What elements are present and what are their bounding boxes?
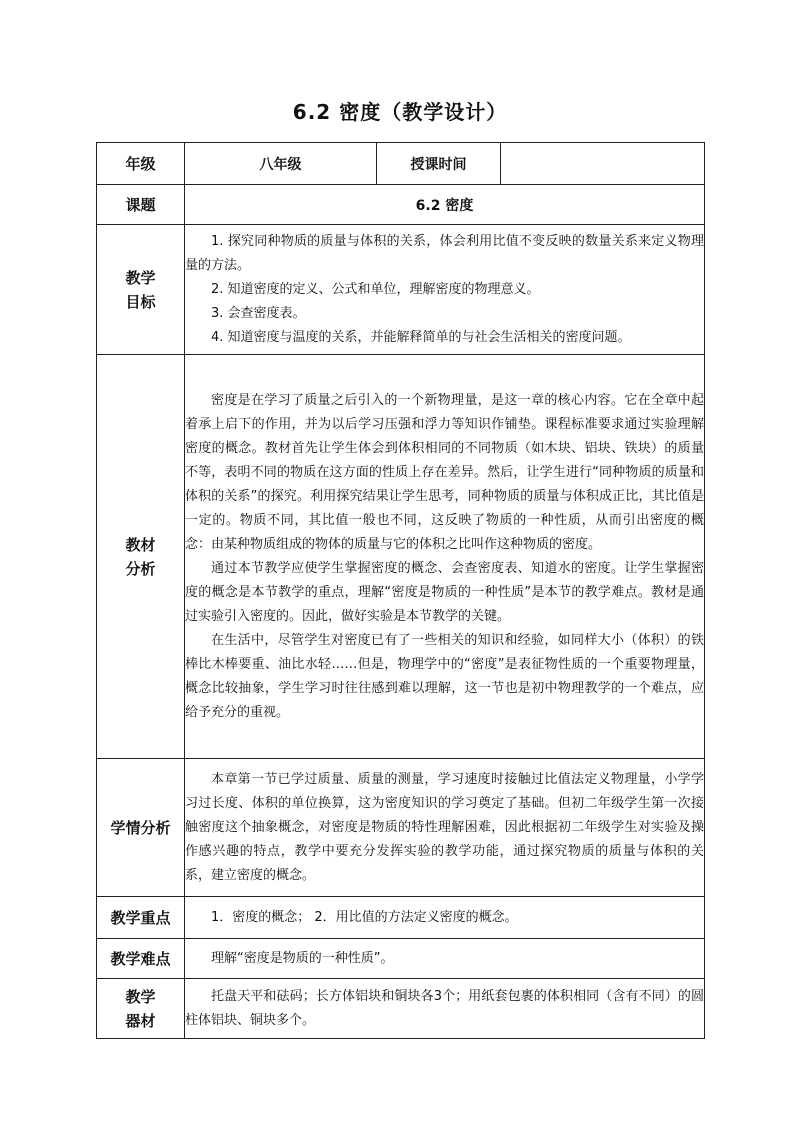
equipment-text: 托盘天平和砝码；长方体铝块和铜块各3个；用纸套包裹的体积相同（含有不同）的圆柱体铝块、铜块多个。 <box>185 988 704 1028</box>
equipment-content <box>185 979 705 1039</box>
row-equipment <box>97 979 705 1039</box>
goals-content <box>185 225 705 355</box>
key-points-text: 1．密度的概念； 2．用比值的方法定义密度的概念。 <box>211 909 518 925</box>
topic-value: 6.2 密度 <box>185 185 705 225</box>
class-time-label: 授课时间 <box>377 143 501 185</box>
difficulty-text: 理解“密度是物质的一种性质”。 <box>211 950 394 966</box>
material-paragraph: 密度是在学习了质量之后引入的一个新物理量，是这一章的核心内容。它在全章中起着承上启下的作用，并为以后学习压强和浮力等知识作铺垫。课程标准要求通过实验理解密度的概念。教材首先让学生体会到体积相同的不同物质（如木块、铝块、铁块）的质量不等，表明不同的物质在这方面的性质上存在差异。然后，让学生进行“同种物质的质量和体积的关系”的探究。利用探究结果让学生思考，同种物质的质量与体积成正比，其比值是一定的。物质不同，其比值一般也不同，这反映了物质的一种性质，从而引出密度的概念：由某种物质组成的物体的质量与它的体积之比叫作这种物质的密度。 <box>185 392 704 552</box>
material-content <box>185 355 705 759</box>
key-points-content <box>185 897 705 939</box>
material-label <box>97 355 185 759</box>
students-content <box>185 759 705 897</box>
goals-label-line1: 教学 <box>125 268 156 287</box>
students-label: 学情分析 <box>97 759 185 897</box>
goal-item: 2. 知道密度的定义、公式和单位，理解密度的物理意义。 <box>211 281 540 297</box>
goals-label <box>97 225 185 355</box>
difficulty-content <box>185 939 705 979</box>
topic-label: 课题 <box>97 185 185 225</box>
equipment-label-line2: 器材 <box>125 1011 156 1030</box>
material-label-line2: 分析 <box>125 559 156 578</box>
key-points-label: 教学重点 <box>97 897 185 939</box>
page-title: 6.2 密度（教学设计） <box>292 100 508 124</box>
lesson-plan-table <box>96 142 705 1039</box>
difficulty-label: 教学难点 <box>97 939 185 979</box>
class-time-value <box>501 143 705 185</box>
material-paragraph: 通过本节教学应使学生掌握密度的概念、会查密度表、知道水的密度。让学生掌握密度的概念是本节教学的重点，理解“密度是物质的一种性质”是本节的教学难点。教材是通过实验引入密度的。因此，做好实验是本节教学的关键。 <box>185 560 704 624</box>
row-difficulty <box>97 939 705 979</box>
grade-value: 八年级 <box>185 143 377 185</box>
goal-item: 3. 会查密度表。 <box>211 305 306 321</box>
equipment-label-line1: 教学 <box>125 987 156 1006</box>
row-grade <box>97 143 705 185</box>
goals-label-line2: 目标 <box>125 292 156 311</box>
material-label-line1: 教材 <box>125 535 156 554</box>
row-topic <box>97 185 705 225</box>
row-goals <box>97 225 705 355</box>
equipment-label <box>97 979 185 1039</box>
material-paragraph: 在生活中，尽管学生对密度已有了一些相关的知识和经验，如同样大小（体积）的铁棒比木棒要重、油比水轻……但是，物理学中的“密度”是表征物性质的一个重要物理量，概念比较抽象，学生学习时往往感到难以理解，这一节也是初中物理教学的一个难点，应给予充分的重视。 <box>185 632 704 720</box>
goal-item: 4. 知道密度与温度的关系，并能解释简单的与社会生活相关的密度问题。 <box>211 329 631 345</box>
goal-item: 1. 探究同种物质的质量与体积的关系，体会利用比值不变反映的数量关系来定义物理量的方法。 <box>185 233 704 273</box>
row-material-analysis <box>97 355 705 759</box>
grade-label: 年级 <box>97 143 185 185</box>
row-key-points <box>97 897 705 939</box>
row-student-analysis <box>97 759 705 897</box>
students-paragraph: 本章第一节已学过质量、质量的测量，学习速度时接触过比值法定义物理量，小学学习过长度、体积的单位换算，这为密度知识的学习奠定了基础。但初二年级学生第一次接触密度这个抽象概念，对密度是物质的特性理解困难，因此根据初二年级学生对实验及操作感兴趣的特点，教学中要充分发挥实验的教学功能，通过探究物质的质量与体积的关系，建立密度的概念。 <box>185 771 704 883</box>
